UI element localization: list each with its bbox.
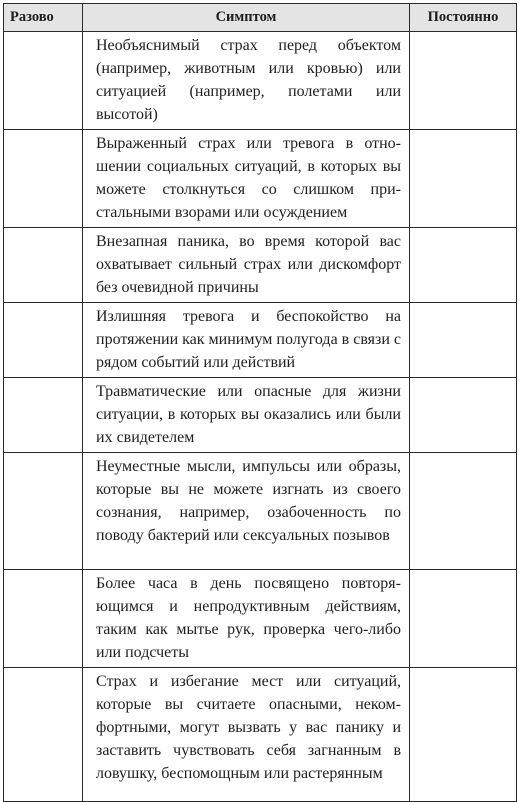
symptom-text: Необъяснимый страх перед объектом (например, животным или кровью) или ситуацией (например, полетами или высотой) — [83, 32, 410, 130]
symptom-text: Неуместные мысли, импульсы или образы, которые вы не можете изгнать из своего сознания, например, озабоченность по поводу бактерий или сексуальных позывов — [83, 453, 410, 570]
once-checkbox-cell[interactable] — [4, 453, 83, 570]
symptom-text: Выраженный страх или тревога в отношении социальных ситуаций, в которых вы можете столкнуться со слишком пристальными взорами или осуждением — [83, 130, 410, 228]
constantly-checkbox-cell[interactable] — [410, 303, 517, 378]
constantly-checkbox-cell[interactable] — [410, 228, 517, 303]
once-checkbox-cell[interactable] — [4, 228, 83, 303]
symptom-table — [3, 3, 517, 802]
table-row — [4, 228, 517, 303]
constantly-checkbox-cell[interactable] — [410, 570, 517, 668]
header-constantly: Постоянно — [410, 4, 517, 32]
once-checkbox-cell[interactable] — [4, 303, 83, 378]
symptom-text: Страх и избегание мест или ситуаций, которые вы считаете опасными, некомфортными, могут вызвать у вас панику и заставить чувствовать себя загнанным в ловушку, беспомощным или растерянным — [83, 668, 410, 802]
once-checkbox-cell[interactable] — [4, 570, 83, 668]
constantly-checkbox-cell[interactable] — [410, 378, 517, 453]
once-checkbox-cell[interactable] — [4, 378, 83, 453]
table-row — [4, 378, 517, 453]
table-row — [4, 303, 517, 378]
header-symptom: Симптом — [83, 4, 410, 32]
table-header-row — [4, 4, 517, 32]
header-once: Разово — [4, 4, 83, 32]
constantly-checkbox-cell[interactable] — [410, 668, 517, 802]
once-checkbox-cell[interactable] — [4, 32, 83, 130]
symptom-text: Травматические или опасные для жизни ситуации, в которых вы оказались или были их свидетелем — [83, 378, 410, 453]
symptom-text: Внезапная паника, во время которой вас охватывает сильный страх или дискомфорт без очевидной причины — [83, 228, 410, 303]
constantly-checkbox-cell[interactable] — [410, 130, 517, 228]
constantly-checkbox-cell[interactable] — [410, 32, 517, 130]
table-row — [4, 453, 517, 570]
symptom-text: Более часа в день посвящено повторяющимся и непродуктивным действиям, таким как мытье рук, проверка чего-либо или подсчеты — [83, 570, 410, 668]
table-row — [4, 668, 517, 802]
once-checkbox-cell[interactable] — [4, 130, 83, 228]
table-row — [4, 130, 517, 228]
table-row — [4, 570, 517, 668]
symptom-text: Излишняя тревога и беспокойство на протяжении как минимум полугода в связи с рядом событий или действий — [83, 303, 410, 378]
table-row — [4, 32, 517, 130]
once-checkbox-cell[interactable] — [4, 668, 83, 802]
constantly-checkbox-cell[interactable] — [410, 453, 517, 570]
